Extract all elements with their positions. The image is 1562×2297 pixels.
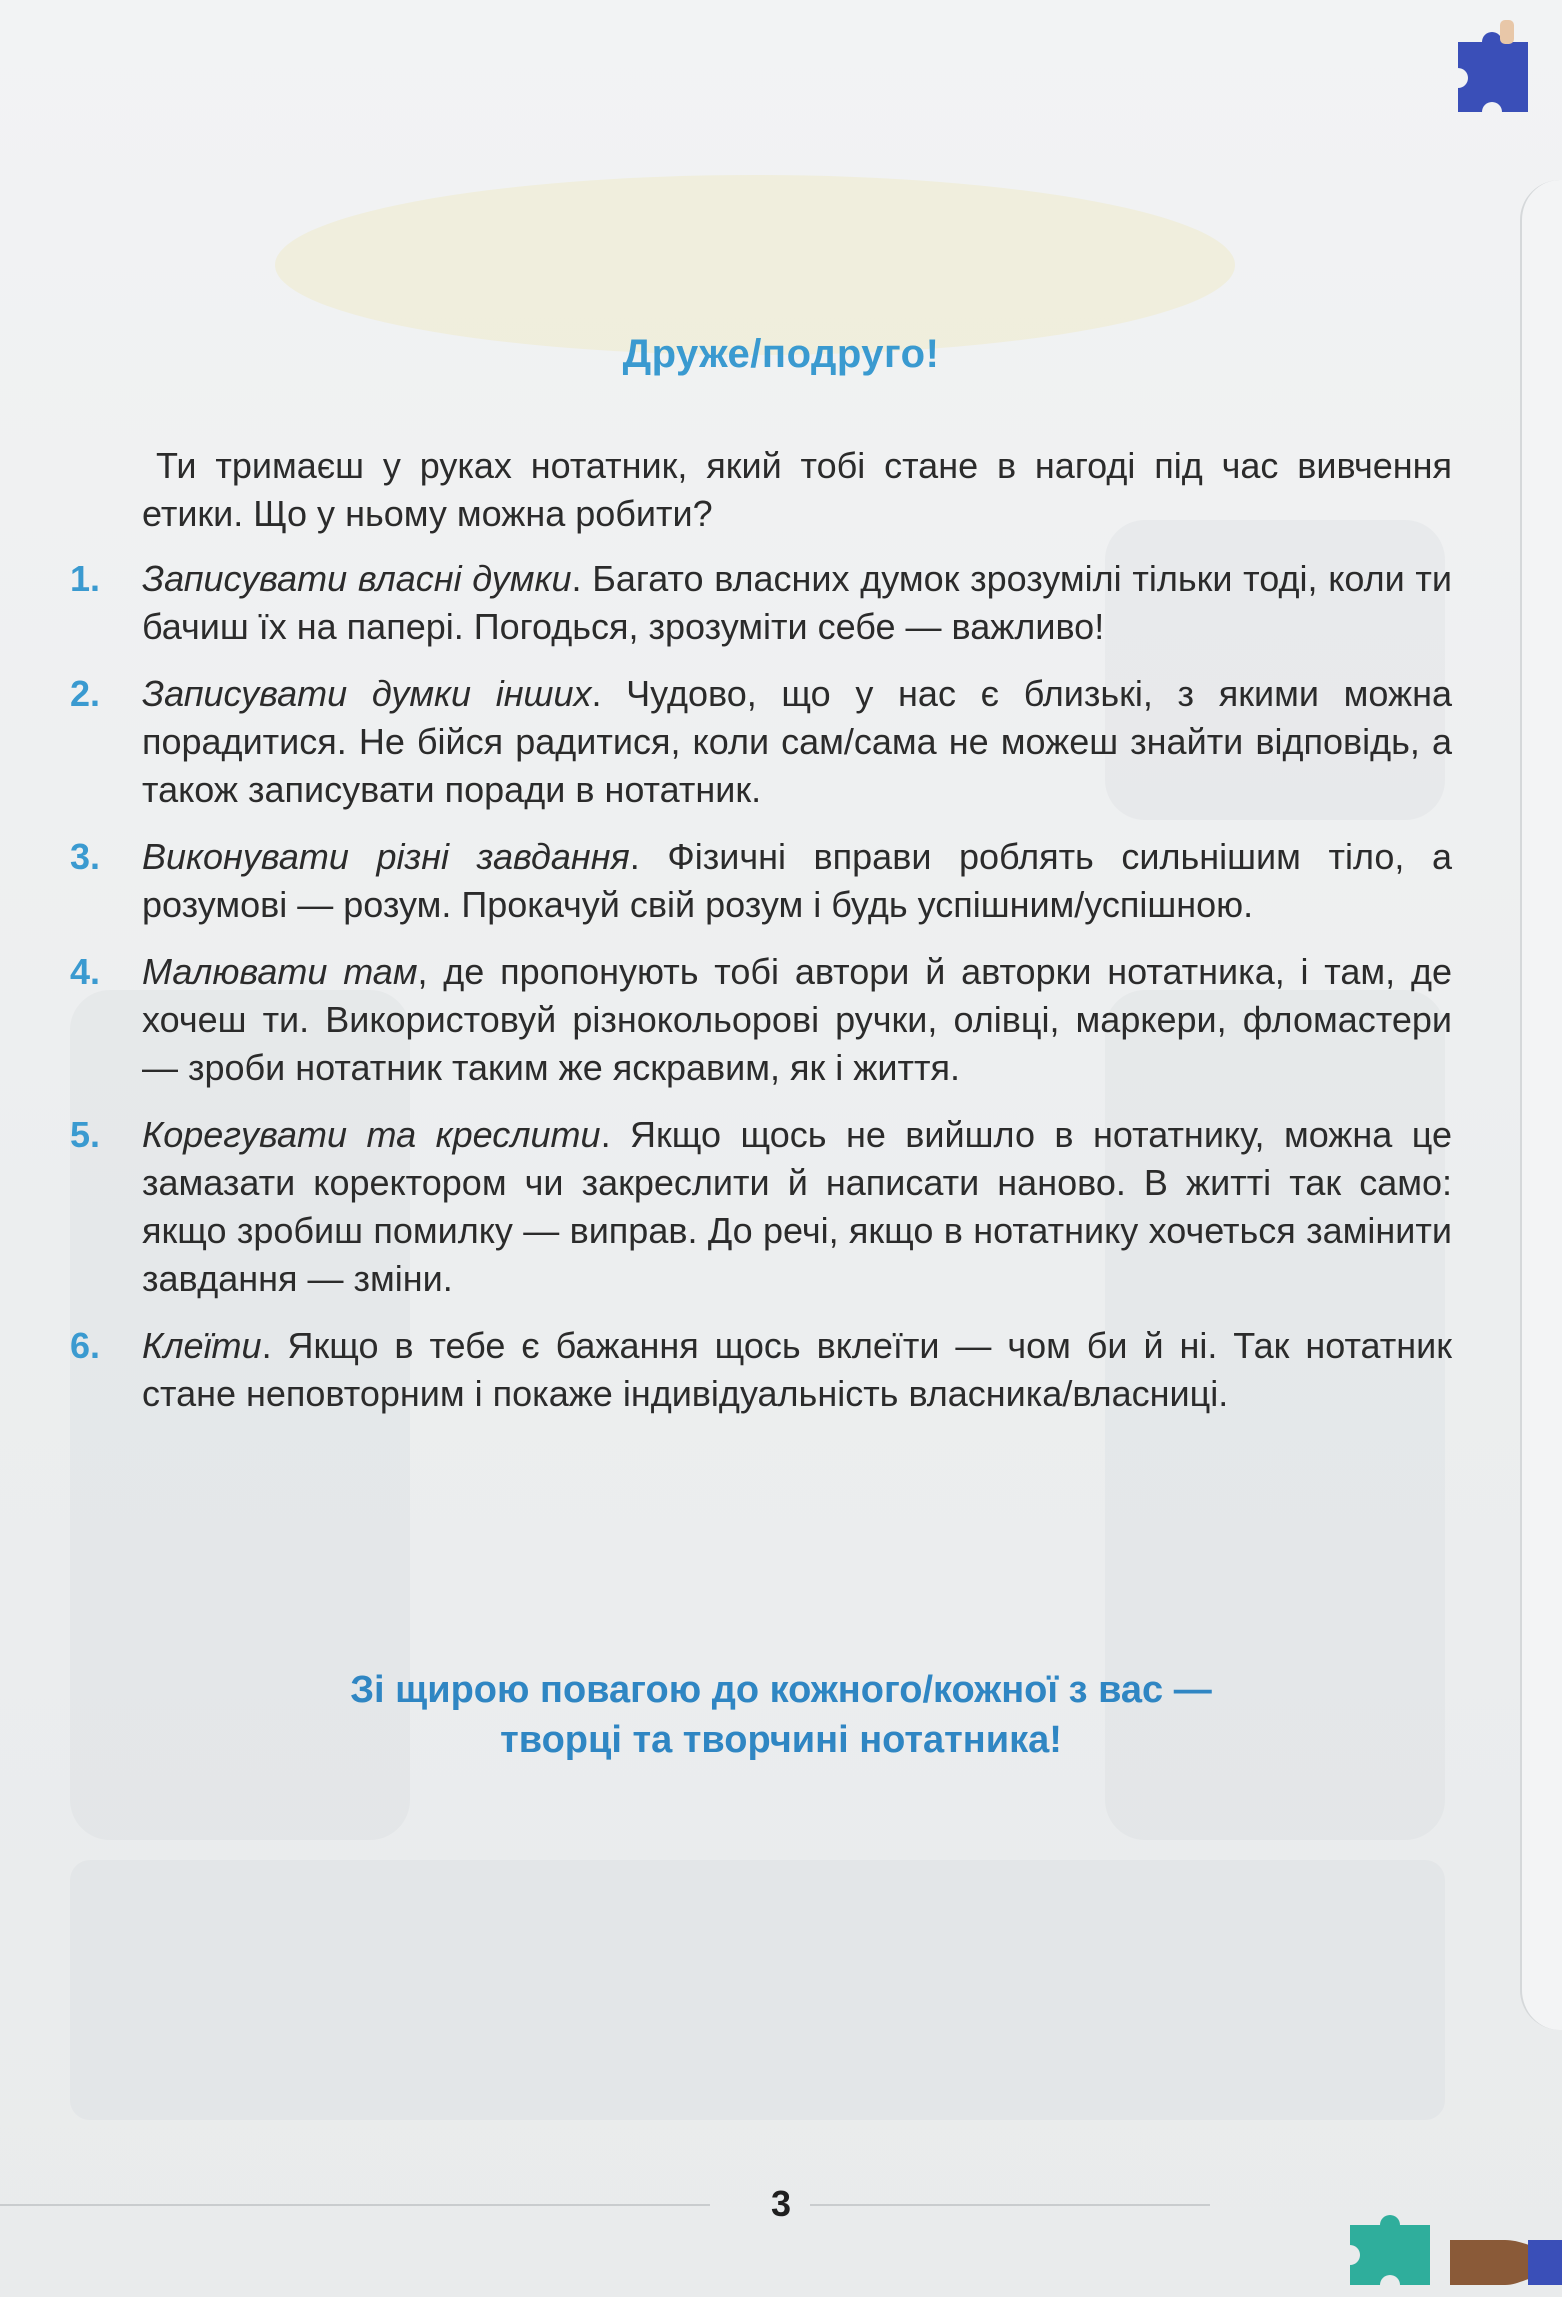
list-item-text: . Фізичні вправи роблять сильнішим тіло, а розумові — розум. Прокачуй свій розум і будь успішним/успішною. bbox=[142, 836, 1452, 925]
list-item-title: Корегувати та креслити bbox=[142, 1114, 601, 1155]
puzzle-piece-icon bbox=[1440, 20, 1540, 140]
list-item-text: . Якщо щось не вийшло в нотатнику, можна це замазати коректором чи закреслити й написати наново. В житті так само: якщо зробиш помилку — виправ. До речі, якщо в нотатнику хочеться замінити завдання — зміни. bbox=[142, 1114, 1452, 1299]
list-item-text: . Чудово, що у нас є близькі, з якими можна порадитися. Не бійся радитися, коли сам/сама не можеш знайти відповідь, а також записувати поради в нотатник. bbox=[142, 673, 1452, 810]
closing-line: творці та творчині нотатника! bbox=[500, 1719, 1062, 1761]
list-item bbox=[70, 1111, 1452, 1303]
list-item-title: Записувати власні думки bbox=[142, 558, 572, 599]
background-ghost-oval bbox=[275, 175, 1235, 355]
list-item-title: Записувати думки інших bbox=[142, 673, 592, 714]
list-item-text: , де пропонують тобі автори й авторки нотатника, і там, де хочеш ти. Використовуй різнокольорові ручки, олівці, маркери, фломастери — зроби нотатник таким же яскравим, як і життя. bbox=[142, 951, 1452, 1088]
intro-paragraph: Ти тримаєш у руках нотатник, який тобі стане в нагоді під час вивчення етики. Що у ньому можна робити? bbox=[142, 445, 1452, 534]
page-number: 3 bbox=[770, 2183, 792, 2224]
list-item bbox=[70, 1322, 1452, 1418]
list-item-number: 5. bbox=[70, 1114, 101, 1155]
list-item bbox=[70, 833, 1452, 929]
list-item-title: Малювати там bbox=[142, 951, 418, 992]
list-item bbox=[70, 555, 1452, 651]
closing-line: Зі щирою повагою до кожного/кожної з вас — bbox=[350, 1669, 1212, 1711]
tips-list bbox=[70, 555, 1452, 1437]
page-title: Друже/подруго! bbox=[622, 332, 940, 376]
list-item-number: 6. bbox=[70, 1325, 101, 1366]
list-item-text: . Якщо в тебе є бажання щось вклеїти — чом би й ні. Так нотатник стане неповторним і покаже індивідуальність власника/власниці. bbox=[142, 1325, 1452, 1414]
list-item-title: Виконувати різні завдання bbox=[142, 836, 630, 877]
list-item-number: 1. bbox=[70, 558, 101, 599]
list-item-number: 4. bbox=[70, 951, 101, 992]
list-item-number: 2. bbox=[70, 673, 101, 714]
background-ghost-panel bbox=[70, 1860, 1445, 2120]
list-item-title: Клеїти bbox=[142, 1325, 262, 1366]
list-item bbox=[70, 948, 1452, 1092]
list-item bbox=[70, 670, 1452, 814]
list-item-number: 3. bbox=[70, 836, 101, 877]
closing-signature bbox=[0, 1665, 1562, 1765]
list-item-text: . Багато власних думок зрозумілі тільки тоді, коли ти бачиш їх на папері. Погодься, зрозуміти себе — важливо! bbox=[142, 558, 1452, 647]
